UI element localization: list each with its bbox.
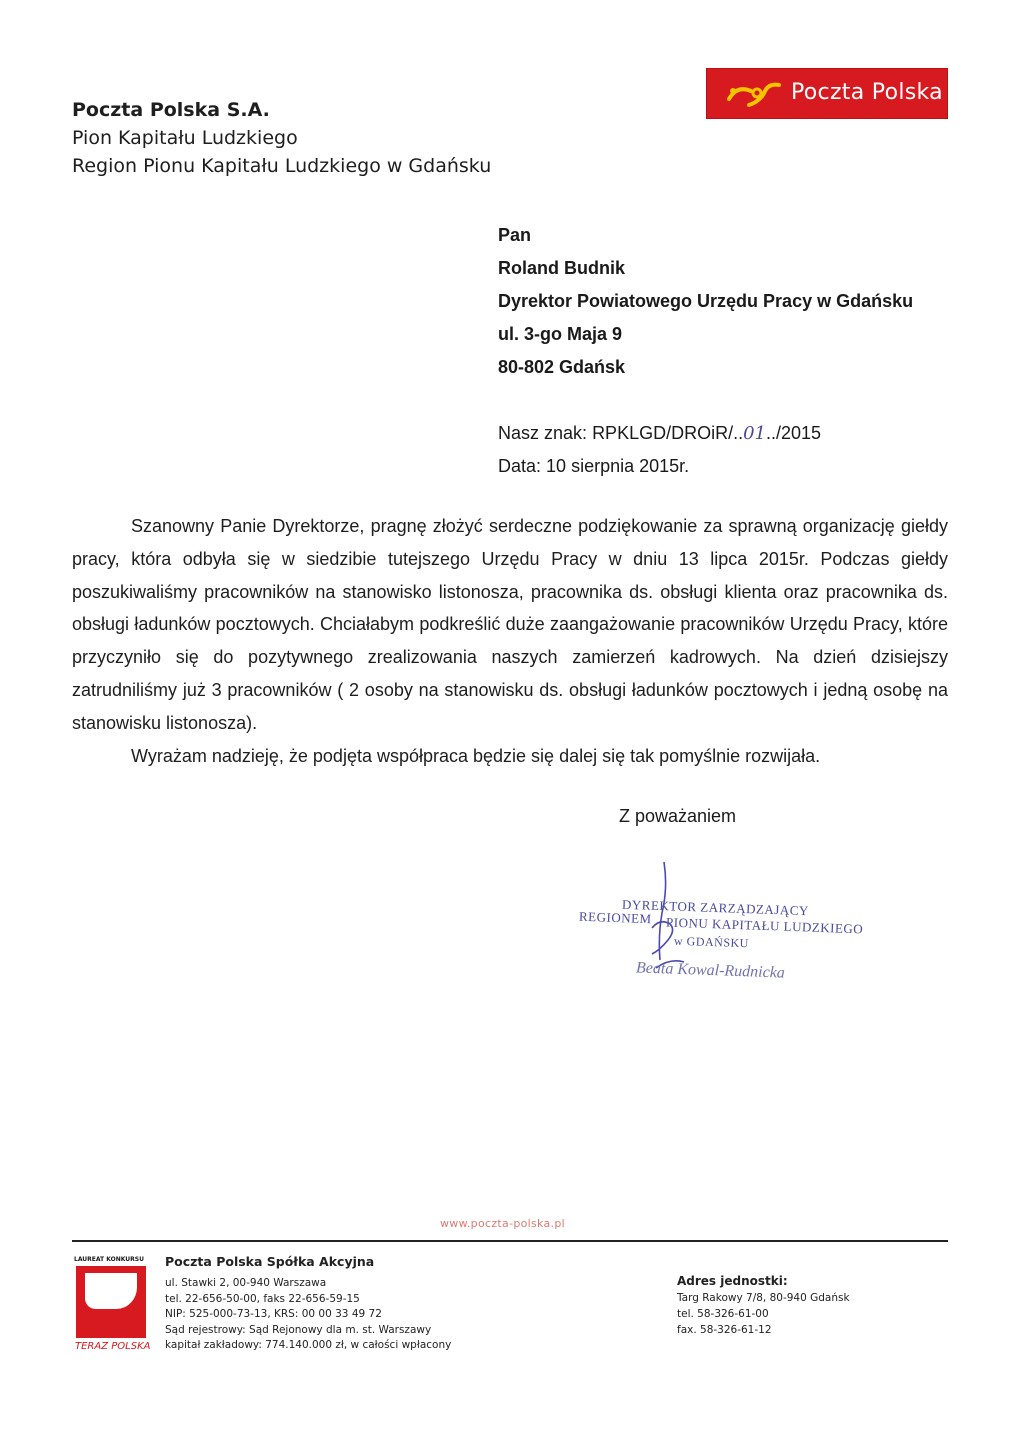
post-horn-logo-icon <box>721 79 785 111</box>
signature-stamp <box>572 858 872 998</box>
sender-region: Region Pionu Kapitału Ludzkiego w Gdańsku <box>72 155 492 177</box>
website-link[interactable]: www.poczta-polska.pl <box>440 1217 565 1230</box>
recipient-block <box>498 219 913 384</box>
unit-address: Targ Rakowy 7/8, 80-940 Gdańsk <box>677 1292 850 1304</box>
reference-label: Nasz znak: <box>498 423 588 443</box>
unit-phone: tel. 58-326-61-00 <box>677 1308 769 1320</box>
poczta-polska-logo <box>706 68 948 119</box>
unit-title: Adres jednostki: <box>677 1274 788 1288</box>
stamp-line-2: REGIONEM <box>578 908 652 927</box>
teraz-polska-logo <box>76 1266 146 1338</box>
company-phone: tel. 22-656-50-00, faks 22-656-59-15 <box>165 1292 360 1305</box>
footer-divider <box>72 1240 948 1242</box>
date-label: Data: <box>498 456 542 476</box>
body-paragraph-1: Szanowny Panie Dyrektorze, pragnę złożyć serdeczne podziękowanie za sprawną organizację giełdy pracy, która odbyła się w siedzibie tutejszego Urzędu Pracy w dniu 13 lipca 2015r. Podczas giełdy poszukiwaliśmy pracowników na stanowisko listonosza, pracownika ds. obsługi klienta oraz pracownika ds. obsługi ładunków pocztowych. Chciałabym podkreślić duże zaangażowanie pracowników Urzędu Pracy, które przyczyniło się do pozytywnego zrealizowania naszych zamierzeń kadrowych. Na dzień dzisiejszy zatrudniliśmy już 3 pracowników ( 2 osoby na stanowisku ds. obsługi ładunków pocztowych i jedną osobę na stanowisku listonosza). <box>72 516 948 733</box>
stamp-line-3: PIONU KAPITAŁU LUDZKIEGO <box>665 914 864 937</box>
award-label: LAUREAT KONKURSU <box>74 1256 144 1263</box>
flag-wave-icon <box>85 1273 137 1309</box>
reference-handwritten-number: 01 <box>743 423 766 444</box>
unit-details <box>677 1272 850 1338</box>
signatory-name: Beata Kowal-Rudnicka <box>635 959 786 982</box>
stamp-line-1: DYREKTOR ZARZĄDZAJĄCY <box>621 896 810 919</box>
stamp-line-4: w GDAŃSKU <box>673 933 750 951</box>
company-details <box>165 1252 451 1354</box>
sender-block <box>72 96 491 180</box>
reference-number <box>498 417 821 450</box>
reference-date <box>498 450 821 482</box>
company-name: Poczta Polska Spółka Akcyjna <box>165 1254 375 1269</box>
recipient-salutation: Pan <box>498 225 532 245</box>
recipient-street: ul. 3-go Maja 9 <box>498 324 623 344</box>
company-capital: kapitał zakładowy: 774.140.000 zł, w całości wpłacony <box>165 1339 452 1351</box>
sender-company: Poczta Polska S.A. <box>72 99 270 121</box>
closing: Z poważaniem <box>619 806 737 826</box>
logo-text: Poczta Polska <box>791 80 943 105</box>
reference-prefix: RPKLGD/DROiR/.. <box>592 423 744 443</box>
body-paragraph-2: Wyrażam nadzieję, że podjęta współpraca będzie się dalej się tak pomyślnie rozwijała. <box>131 745 821 766</box>
recipient-position: Dyrektor Powiatowego Urzędu Pracy w Gdańsku <box>498 291 914 311</box>
unit-fax: fax. 58-326-61-12 <box>677 1324 772 1336</box>
reference-suffix: ../2015 <box>766 423 822 443</box>
sender-division: Pion Kapitału Ludzkiego <box>72 127 298 149</box>
company-ids: NIP: 525-000-73-13, KRS: 00 00 33 49 72 <box>165 1308 382 1320</box>
reference-block <box>498 417 821 482</box>
recipient-name: Roland Budnik <box>498 258 625 278</box>
company-address: ul. Stawki 2, 00-940 Warszawa <box>165 1277 327 1289</box>
date-value: 10 sierpnia 2015r. <box>546 456 690 476</box>
letter-body <box>72 510 948 772</box>
recipient-city: 80-802 Gdańsk <box>498 357 626 377</box>
award-name: TERAZ POLSKA <box>75 1341 151 1352</box>
company-court: Sąd rejestrowy: Sąd Rejonowy dla m. st. Warszawy <box>165 1323 432 1336</box>
